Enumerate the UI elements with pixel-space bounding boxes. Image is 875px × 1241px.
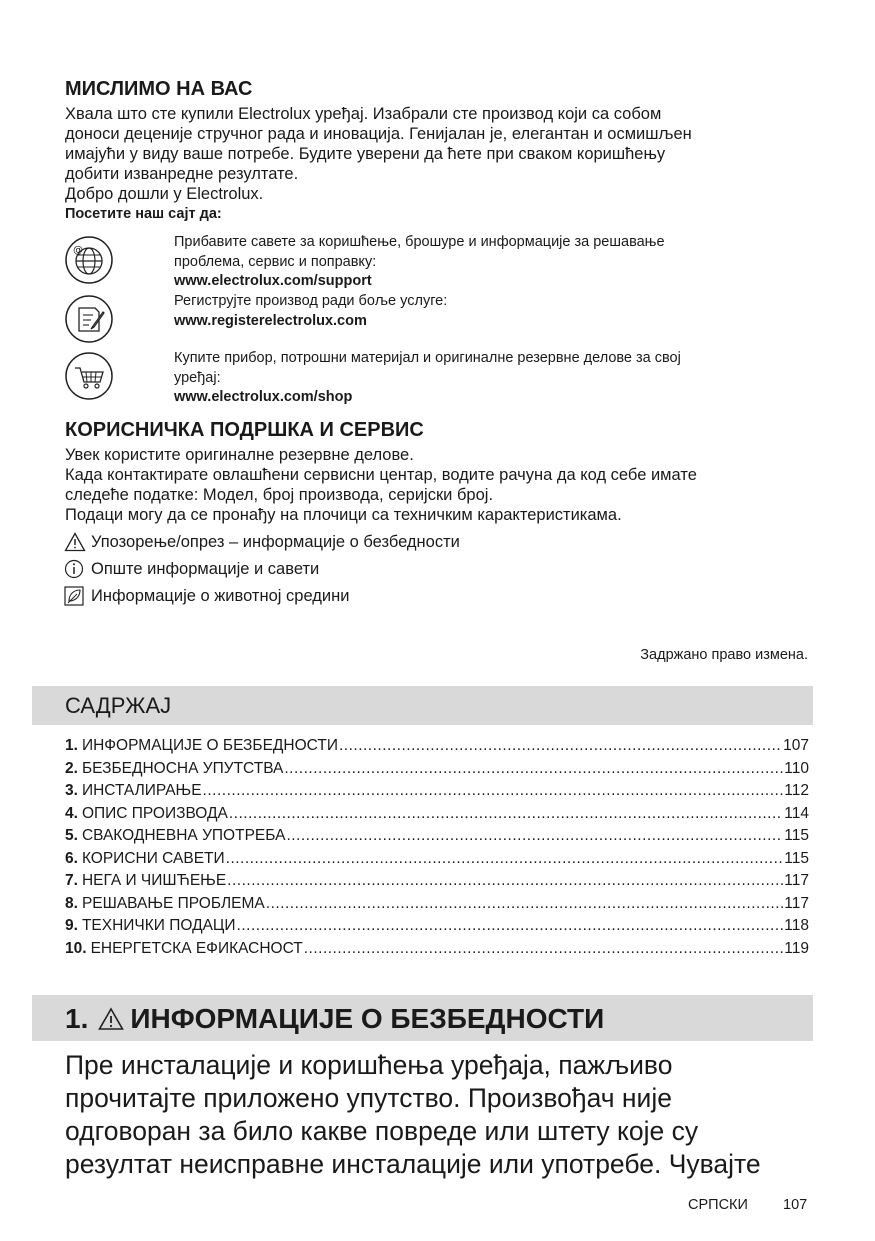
svg-text:@: @ xyxy=(73,245,83,256)
toc-item-page: 117 xyxy=(784,894,809,912)
paragraph-line: Када контактирате овлашћени сервисни центар, водите рачуна да код себе имате xyxy=(65,466,697,484)
section1-intro xyxy=(65,1049,761,1181)
paragraph-line: имајући у виду ваше потребе. Будите уверени да ћете при сваком коришћењу xyxy=(65,145,666,163)
rights-reserved-note: Задржано право измена. xyxy=(640,647,808,663)
section1-number: 1. xyxy=(65,1003,89,1034)
toc-item-page: 117 xyxy=(784,872,809,889)
toc-heading: САДРЖАЈ xyxy=(65,693,172,718)
paragraph-line: Добро дошли у Electrolux. xyxy=(65,185,264,203)
toc-item-5[interactable] xyxy=(65,827,809,849)
toc-item-title: КОРИСНИ САВЕТИ xyxy=(81,849,225,867)
toc-item-1[interactable] xyxy=(65,737,809,759)
toc-item-page: 115 xyxy=(784,849,809,867)
thinking-of-you-heading: МИСЛИМО НА ВАС xyxy=(65,78,253,100)
toc-item-3[interactable] xyxy=(65,782,809,804)
toc-item-number: 6. xyxy=(65,849,78,867)
support-text-line: проблема, сервис и поправку: xyxy=(174,253,377,270)
thinking-of-you-text xyxy=(65,104,692,204)
toc-item-6[interactable] xyxy=(65,850,809,872)
toc-item-page: 119 xyxy=(784,939,809,957)
paragraph-line: Подаци могу да се пронађу на плочици са техничким карактеристикама. xyxy=(65,506,622,524)
shop-link-block xyxy=(174,349,681,408)
toc-item-8[interactable] xyxy=(65,895,809,917)
paragraph-line: резултат неисправне инсталације или употребе. Чувајте xyxy=(65,1149,761,1179)
legend-environment-text: Информације о животној средини xyxy=(91,586,350,605)
toc-item-4[interactable] xyxy=(65,805,809,827)
footer-language: СРПСКИ xyxy=(688,1197,748,1213)
legend-info-text: Опште информације и савети xyxy=(91,559,320,578)
toc-item-number: 4. xyxy=(65,804,78,822)
register-link-block xyxy=(174,292,447,331)
legend-warning-text: Упозорење/опрез – информације о безбедности xyxy=(91,532,460,551)
support-text xyxy=(65,445,697,525)
toc-item-number: 9. xyxy=(65,917,78,934)
toc-item-number: 10. xyxy=(65,939,87,957)
legend-warning xyxy=(64,532,460,552)
paragraph-line: Увек користите оригиналне резервне делове. xyxy=(65,446,414,464)
section1-header-band xyxy=(32,995,813,1041)
toc-item-number: 7. xyxy=(65,872,78,889)
toc-item-2[interactable] xyxy=(65,760,809,782)
shop-text-line: уређај: xyxy=(174,369,221,386)
paragraph-line: прочитајте приложено упутство. Произвођач није xyxy=(65,1083,672,1113)
toc-item-title: ИНФОРМАЦИЈЕ О БЕЗБЕДНОСТИ xyxy=(81,737,338,754)
paragraph-line: одговоран за било какве повреде или штету које су xyxy=(65,1116,699,1146)
shop-text-line: Купите прибор, потрошни материјал и оригиналне резервне делове за свој xyxy=(174,350,681,366)
section1-title: ИНФОРМАЦИЈЕ О БЕЗБЕДНОСТИ xyxy=(130,1003,605,1034)
toc-item-page: 110 xyxy=(784,759,809,777)
toc-item-title: ТЕХНИЧКИ ПОДАЦИ xyxy=(81,917,236,934)
toc-item-page: 112 xyxy=(784,782,809,799)
register-icon xyxy=(65,295,113,348)
warning-icon xyxy=(64,532,86,552)
toc-item-title: РЕШАВАЊЕ ПРОБЛЕМА xyxy=(81,894,265,912)
toc-item-page: 115 xyxy=(784,827,809,844)
toc-item-page: 107 xyxy=(783,737,809,754)
toc-item-number: 8. xyxy=(65,894,78,912)
toc-item-number: 1. xyxy=(65,737,78,754)
toc-item-number: 5. xyxy=(65,827,78,844)
visit-label: Посетите наш сајт да: xyxy=(65,206,222,222)
toc-item-title: БЕЗБЕДНОСНА УПУТСТВА xyxy=(81,759,284,777)
support-heading: КОРИСНИЧКА ПОДРШКА И СЕРВИС xyxy=(65,419,424,441)
support-url-link[interactable]: www.electrolux.com/support xyxy=(174,273,372,289)
shop-url-link[interactable]: www.electrolux.com/shop xyxy=(174,389,353,405)
toc-item-9[interactable] xyxy=(65,917,809,939)
toc-item-title: ЕНЕРГЕТСКА ЕФИКАСНОСТ xyxy=(90,939,303,957)
paragraph-line: добити изванредне резултате. xyxy=(65,165,299,183)
toc-item-number: 2. xyxy=(65,759,78,777)
toc-header-band xyxy=(32,686,813,725)
toc-item-number: 3. xyxy=(65,782,78,799)
paragraph-line: Пре инсталације и коришћења уређаја, пажљиво xyxy=(65,1050,673,1080)
paragraph-line: доноси деценије стручног рада и иновација. Генијалан је, елегантан и осмишљен xyxy=(65,125,692,143)
paragraph-line: Хвала што сте купили Electrolux уређај. Изабрали сте производ који са собом xyxy=(65,105,662,123)
toc-item-page: 118 xyxy=(784,917,809,934)
toc-item-title: СВАКОДНЕВНА УПОТРЕБА xyxy=(81,827,286,844)
toc-item-page: 114 xyxy=(784,804,809,822)
warning-icon xyxy=(98,1007,124,1031)
legend-environment xyxy=(64,586,349,606)
section1-heading xyxy=(65,1003,604,1035)
toc-item-title: ИНСТАЛИРАЊЕ xyxy=(81,782,202,799)
paragraph-line: следеће податке: Модел, број производа, серијски број. xyxy=(65,486,494,504)
toc-item-title: ОПИС ПРОИЗВОДА xyxy=(81,804,228,822)
support-text-line: Прибавите савете за коришћење, брошуре и информације за решавање xyxy=(174,234,665,250)
globe-icon xyxy=(65,236,113,289)
environment-icon xyxy=(64,586,86,606)
info-icon xyxy=(64,559,86,579)
support-link-block xyxy=(174,233,665,292)
register-text-line: Региструјте производ ради боље услуге: xyxy=(174,293,448,309)
toc-item-title: НЕГА И ЧИШЋЕЊЕ xyxy=(81,872,227,889)
cart-icon xyxy=(65,352,113,405)
toc-item-7[interactable] xyxy=(65,872,809,894)
register-url-link[interactable]: www.registerelectrolux.com xyxy=(174,312,367,329)
footer-page-number: 107 xyxy=(783,1197,808,1213)
legend-info xyxy=(64,559,319,579)
toc-item-10[interactable] xyxy=(65,940,809,962)
